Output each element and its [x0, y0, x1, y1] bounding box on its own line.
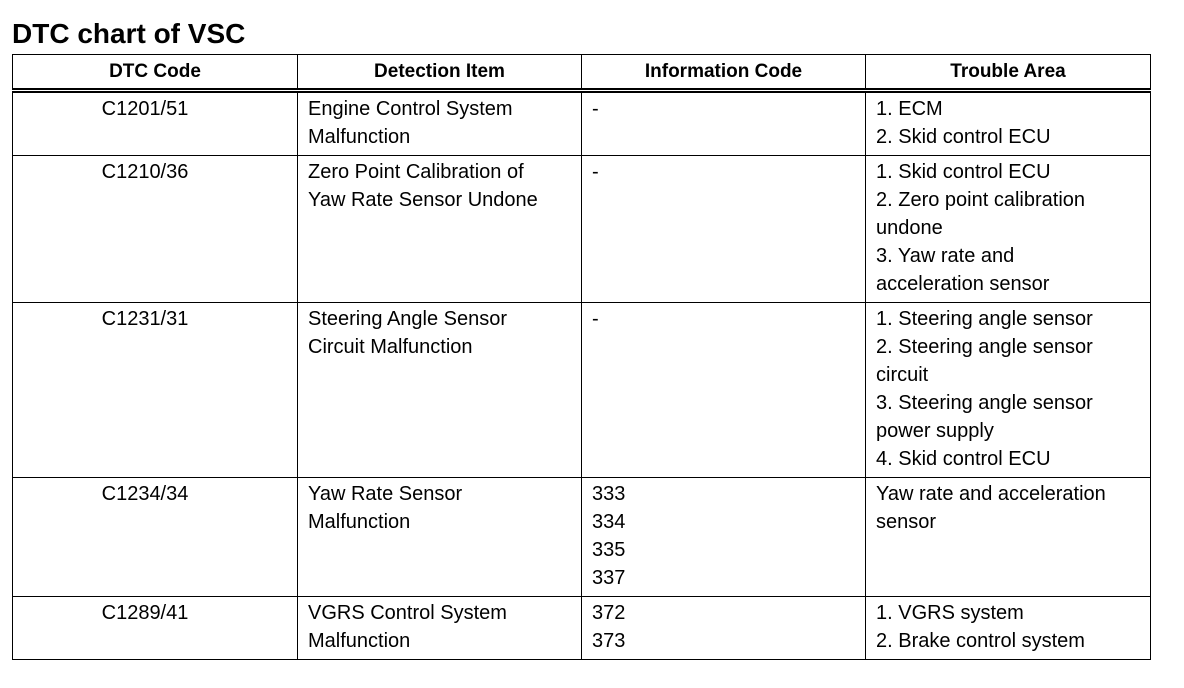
- trouble-area-cell: [866, 91, 1151, 156]
- detection-item-line: Yaw Rate Sensor: [308, 483, 463, 505]
- information-code: 333: [592, 483, 626, 505]
- dtc-code: C1234/34: [101, 483, 189, 505]
- information-code-cell: [582, 597, 866, 660]
- trouble-area-cell: [866, 478, 1151, 597]
- table-body: [13, 91, 1151, 660]
- column-header-information-code: Information Code: [582, 55, 866, 91]
- trouble-area-line: 1. VGRS system: [876, 602, 1024, 624]
- information-code-cell: [582, 303, 866, 478]
- dtc-code: C1201/51: [101, 98, 189, 120]
- information-code: 337: [592, 567, 626, 589]
- information-code-cell: [582, 156, 866, 303]
- trouble-area-line: circuit: [876, 364, 929, 386]
- trouble-area-line: Yaw rate and acceleration: [876, 483, 1106, 505]
- information-code-cell: [582, 478, 866, 597]
- dtc-code-cell: [13, 303, 298, 478]
- detection-item-line: Yaw Rate Sensor Undone: [308, 189, 538, 211]
- detection-item-line: Malfunction: [308, 511, 411, 533]
- detection-item-line: Malfunction: [308, 126, 411, 148]
- table-row: [13, 478, 1151, 597]
- column-header-detection-item: Detection Item: [298, 55, 582, 91]
- trouble-area-line: power supply: [876, 420, 994, 442]
- trouble-area-line: 2. Zero point calibration: [876, 189, 1086, 211]
- detection-item-cell: [298, 91, 582, 156]
- column-header-trouble-area: Trouble Area: [866, 55, 1151, 91]
- trouble-area-line: 2. Skid control ECU: [876, 126, 1051, 148]
- trouble-area-cell: [866, 156, 1151, 303]
- information-code: 373: [592, 630, 626, 652]
- table-row: [13, 303, 1151, 478]
- table-header: [13, 55, 1151, 91]
- trouble-area-cell: [866, 303, 1151, 478]
- information-code: 335: [592, 539, 626, 561]
- detection-item-cell: [298, 478, 582, 597]
- table-row: [13, 91, 1151, 156]
- trouble-area-line: 1. Steering angle sensor: [876, 308, 1093, 330]
- detection-item-line: VGRS Control System: [308, 602, 507, 624]
- information-code: 372: [592, 602, 626, 624]
- table-row: [13, 597, 1151, 660]
- trouble-area-line: 2. Brake control system: [876, 630, 1085, 652]
- trouble-area-line: 4. Skid control ECU: [876, 448, 1051, 470]
- information-code: -: [592, 98, 599, 120]
- detection-item-cell: [298, 156, 582, 303]
- dtc-code-cell: [13, 156, 298, 303]
- dtc-code: C1210/36: [101, 161, 189, 183]
- header-row: [13, 55, 1151, 91]
- detection-item-line: Malfunction: [308, 630, 411, 652]
- column-header-dtc-code: DTC Code: [13, 55, 298, 91]
- trouble-area-line: undone: [876, 217, 943, 239]
- table-row: [13, 156, 1151, 303]
- information-code-cell: [582, 91, 866, 156]
- dtc-code-cell: [13, 597, 298, 660]
- dtc-table: [12, 54, 1151, 660]
- detection-item-cell: [298, 597, 582, 660]
- trouble-area-line: 1. Skid control ECU: [876, 161, 1051, 183]
- detection-item-line: Engine Control System: [308, 98, 513, 120]
- detection-item-line: Circuit Malfunction: [308, 336, 473, 358]
- trouble-area-line: acceleration sensor: [876, 273, 1050, 295]
- trouble-area-line: 3. Steering angle sensor: [876, 392, 1093, 414]
- detection-item-line: Zero Point Calibration of: [308, 161, 524, 183]
- dtc-code: C1289/41: [101, 602, 189, 624]
- detection-item-line: Steering Angle Sensor: [308, 308, 508, 330]
- trouble-area-line: 1. ECM: [876, 98, 943, 120]
- detection-item-cell: [298, 303, 582, 478]
- dtc-code-cell: [13, 478, 298, 597]
- dtc-code: C1231/31: [101, 308, 189, 330]
- information-code: -: [592, 161, 599, 183]
- information-code: 334: [592, 511, 626, 533]
- trouble-area-line: 2. Steering angle sensor: [876, 336, 1093, 358]
- dtc-code-cell: [13, 91, 298, 156]
- information-code: -: [592, 308, 599, 330]
- trouble-area-line: sensor: [876, 511, 937, 533]
- trouble-area-line: 3. Yaw rate and: [876, 245, 1015, 267]
- trouble-area-cell: [866, 597, 1151, 660]
- page-title: DTC chart of VSC: [12, 18, 246, 49]
